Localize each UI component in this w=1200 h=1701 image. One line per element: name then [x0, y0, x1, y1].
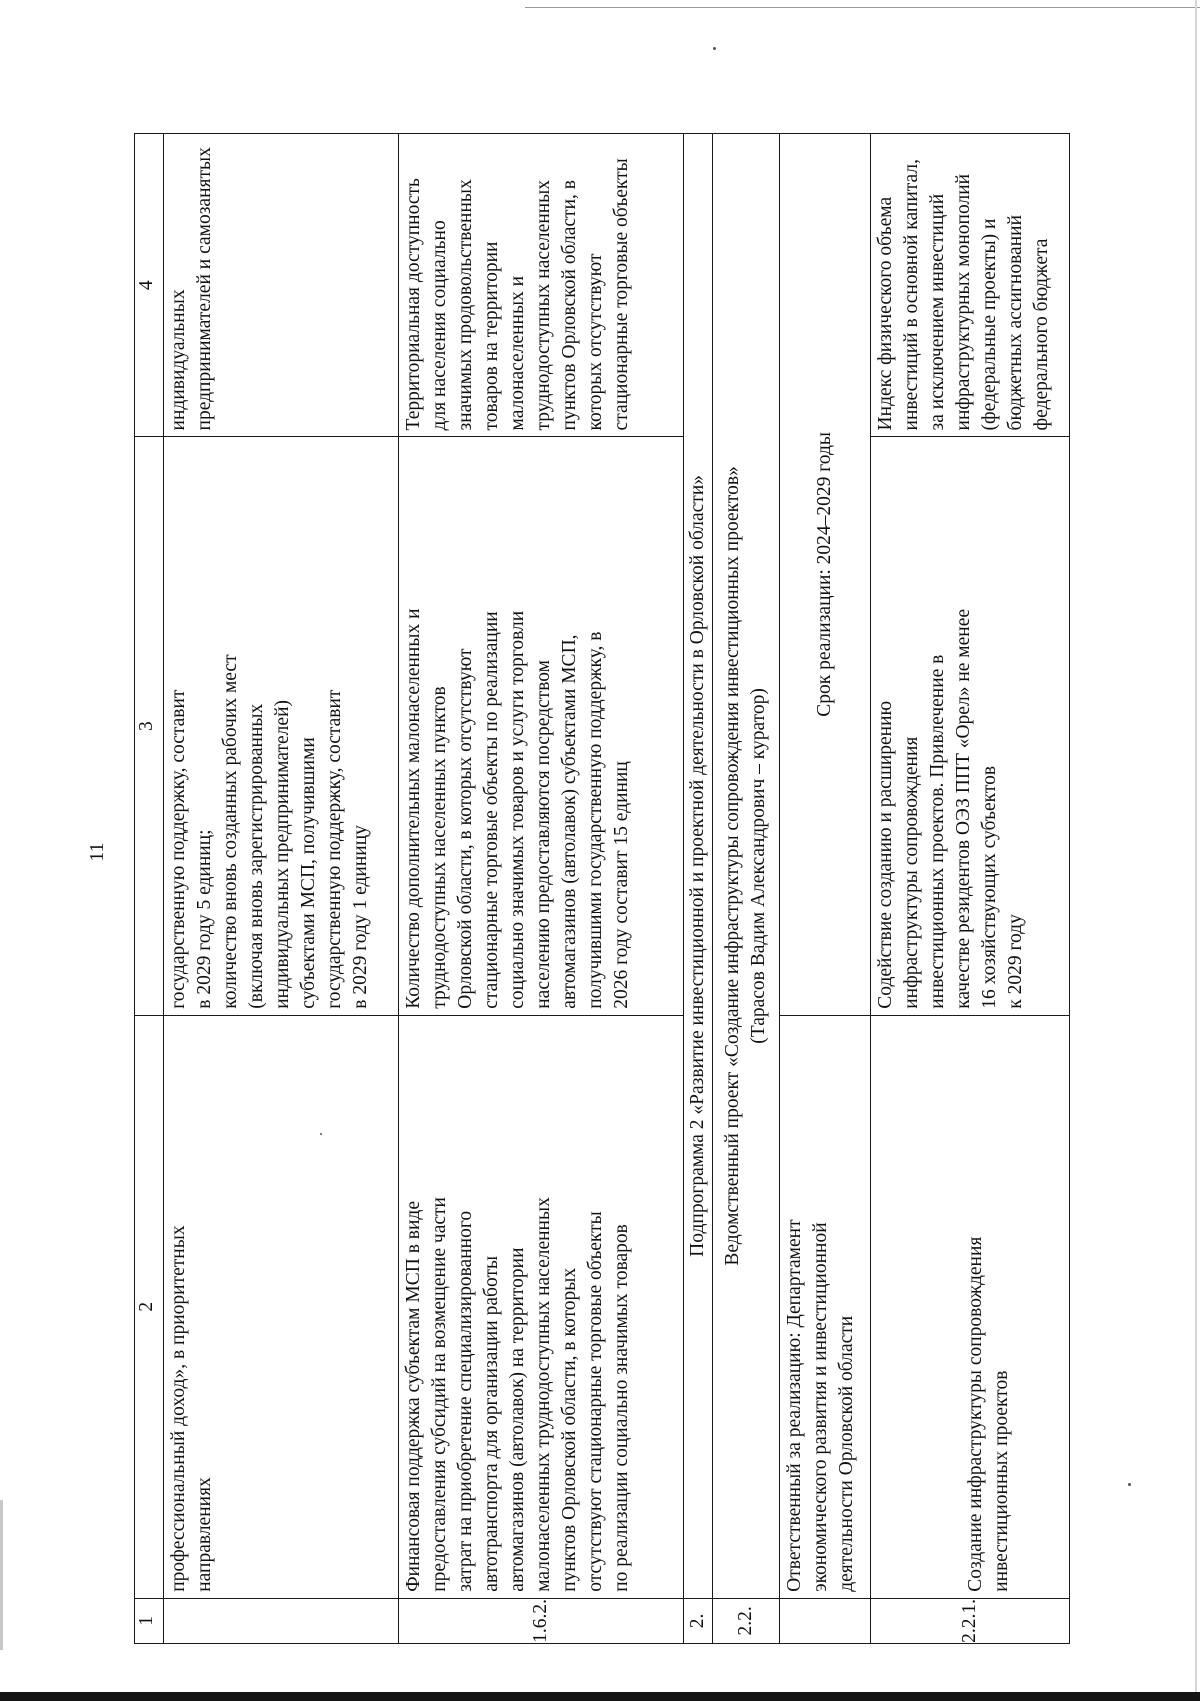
indicator-cell	[870, 134, 1069, 437]
table-row-2-2	[712, 134, 779, 1644]
indicator-cell	[163, 134, 399, 437]
project-title-line: Ведомственный проект «Создание инфраструктуры сопровождения инвестиционных проектов»	[721, 466, 743, 1266]
cell-line: экономического развития и инвестиционной	[809, 1222, 831, 1592]
table-row-subprogram-2	[684, 134, 713, 1644]
cell-line: профессиональный доход», в приоритетных	[167, 1225, 189, 1592]
table-row-2-2-1	[870, 134, 1069, 1644]
cell-line: Финансовая поддержка субъектам МСП в виде	[403, 1201, 425, 1592]
cell-line: социально значимых товаров и услуги торговли	[507, 610, 529, 1009]
cell-line: 16 хозяйствующих субъектов	[978, 765, 1000, 1009]
cell-line: Ответственный за реализацию: Департамент	[783, 1219, 805, 1592]
indicator-cell	[399, 134, 684, 437]
row-number	[163, 1598, 399, 1643]
program-table	[134, 133, 1070, 1644]
cell-line: индивидуальных предпринимателей)	[271, 700, 293, 1009]
row-number: 2.2.1.	[870, 1598, 1069, 1643]
cell-line: которых отсутствуют	[585, 253, 607, 431]
cell-line: отсутствуют стационарные торговые объекты	[585, 1211, 607, 1592]
result-cell	[163, 437, 399, 1015]
page-number: 11	[86, 842, 108, 862]
cell-line: труднодоступных населенных	[533, 179, 555, 431]
measure-cell	[163, 1015, 399, 1598]
cell-line: для населения социально	[429, 220, 451, 431]
cell-line: деятельности Орловской области	[835, 1315, 857, 1592]
cell-line	[1041, 1022, 1067, 1592]
table-row-responsible	[779, 134, 870, 1644]
cell-line: предоставления субсидий на возмещение части	[429, 1197, 451, 1592]
cell-line: за исключением инвестиций	[926, 193, 948, 431]
cell-line: труднодоступных населенных пунктов	[429, 686, 451, 1009]
cell-line: по реализации социально значимых товаров	[611, 1224, 633, 1592]
cell-line: инвестиционных проектов	[991, 1370, 1012, 1592]
table-row-continuation	[163, 134, 399, 1644]
cell-line: предпринимателей и самозанятых	[193, 147, 215, 431]
cell-line: автомагазинов (автолавок) на территории	[507, 1247, 529, 1592]
scan-right-edge	[1195, 0, 1197, 1701]
scan-speck	[713, 47, 716, 50]
cell-line: затрат на приобретение специализированного	[455, 1210, 477, 1592]
implementation-term: Срок реализации: 2024–2029 годы	[779, 134, 870, 1016]
cell-line: федерального бюджета	[1030, 238, 1052, 431]
scan-left-edge	[0, 1500, 3, 1650]
cell-line: государственную поддержку, составит	[323, 689, 345, 1009]
cell-line: в 2029 году 5 единиц;	[193, 829, 215, 1009]
cell-line: (федеральные проекты) и	[978, 218, 1000, 431]
cell-line	[1015, 1022, 1041, 1592]
cell-line: пунктов Орловской области, в	[559, 180, 581, 431]
cell-line: бюджетных ассигнований	[1004, 214, 1026, 431]
cell-line: (включая вновь зарегистрированных	[245, 703, 267, 1009]
project-curator-line: (Тарасов Вадим Александрович – куратор)	[747, 688, 769, 1044]
cell-line: автомагазинов (автолавок) субъектами МСП,	[559, 634, 581, 1009]
responsible-cell	[779, 1015, 870, 1598]
cell-line: Территориальная доступность	[403, 178, 425, 431]
measure-cell	[399, 1015, 684, 1598]
cell-line: автотранспорта для организации работы	[481, 1255, 503, 1592]
table-header-row	[135, 134, 164, 1644]
cell-line: Содействие созданию и расширению	[874, 700, 896, 1009]
cell-line: стационарные торговые объекты по реализации	[481, 611, 503, 1009]
row-number: 2.	[684, 1598, 713, 1643]
cell-line: инвестиций в основной капитал,	[900, 159, 922, 431]
cell-line: населению предоставляются посредством	[533, 660, 555, 1009]
cell-line: малонаселенных труднодоступных населенных	[533, 1197, 555, 1592]
rotated-table-container	[134, 133, 1070, 1644]
cell-line: инфраструктурных монополий	[952, 173, 974, 431]
cell-line: пунктов Орловской области, в которых	[559, 1267, 581, 1592]
cell-line: малонаселенных и	[507, 275, 529, 431]
cell-line: индивидуальных	[167, 289, 189, 431]
cell-line: количество вновь созданных рабочих мест	[219, 654, 241, 1009]
cell-line: в 2029 году 1 единицу	[349, 825, 371, 1009]
measure-cell	[870, 1015, 1069, 1598]
cell-line: значимых продовольственных	[455, 179, 477, 431]
scan-speck	[1128, 1483, 1131, 1486]
cell-line: государственную поддержку, составит	[167, 689, 189, 1009]
cell-line: инвестиционных проектов. Привлечение в	[926, 654, 948, 1009]
result-cell	[399, 437, 684, 1015]
result-cell	[870, 437, 1069, 1015]
header-cell-4: 4	[135, 134, 164, 437]
scan-bottom-edge	[0, 1692, 1200, 1701]
cell-line: направлениях	[193, 1477, 215, 1592]
cell-line: субъектами МСП, получившими	[297, 737, 319, 1009]
cell-line: товаров на территории	[481, 241, 503, 431]
row-number: 1.6.2.	[399, 1598, 684, 1643]
cell-line: 2026 году составит 15 единиц	[611, 761, 633, 1009]
cell-line: Индекс физического объема	[874, 196, 896, 431]
header-cell-1: 1	[135, 1598, 164, 1643]
header-cell-2: 2	[135, 1015, 164, 1598]
table-row-1-6-2	[399, 134, 684, 1644]
cell-line: стационарные торговые объекты	[611, 158, 633, 431]
scan-top-line	[525, 7, 1200, 8]
cell-line: Орловской области, в которых отсутствуют	[455, 648, 477, 1009]
subprogram-title: Подпрограмма 2 «Развитие инвестиционной и проектной деятельности в Орловской области»	[684, 134, 713, 1599]
cell-line: Количество дополнительных малонаселенных и	[403, 608, 425, 1009]
row-number: 2.2.	[712, 1598, 779, 1643]
header-cell-3: 3	[135, 437, 164, 1015]
empty-cell	[779, 1598, 870, 1643]
project-title	[712, 134, 779, 1599]
cell-line: к 2029 году	[1004, 914, 1026, 1009]
cell-line: получившими государственную поддержку, в	[585, 631, 607, 1009]
cell-line: инфраструктуры сопровождения	[900, 736, 922, 1009]
cell-line: Создание инфраструктуры сопровождения	[965, 1236, 986, 1592]
cell-line: качестве резидентов ОЭЗ ППТ «Орел» не менее	[952, 608, 974, 1009]
